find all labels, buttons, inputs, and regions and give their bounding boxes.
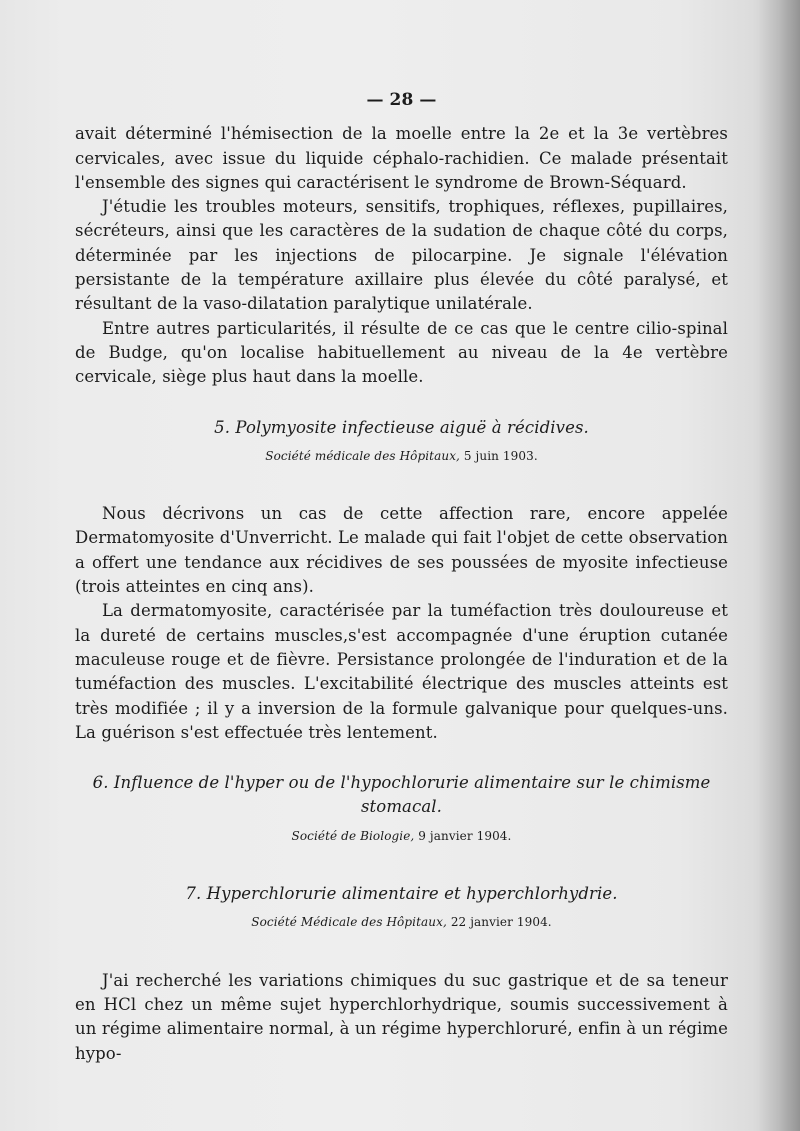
paragraph: avait déterminé l'hémisection de la moelle entre la 2e et la 3e vertèbres cervicales, avec issue du liquide céphalo-rachidien. Ce malade présentait l'ensemble des signes qui caractérisent le syndrome de Brown-Séquard. (75, 124, 728, 192)
paragraph: J'ai recherché les variations chimiques du suc gastrique et de sa teneur en HCl chez un même sujet hyperchlorhydrique, soumis successivement à un régime alimentaire normal, à un régime hyperchloruré, enfin à un régime hypo- (75, 970, 728, 1063)
paragraph: Entre autres particularités, il résulte de ce cas que le centre cilio-spinal de Budge, qu'on localise habituellement au niveau de la 4e vertèbre cervicale, siège plus haut dans la moelle. (75, 318, 728, 387)
section-6-title: 6. Influence de l'hyper ou de l'hypochlorurie alimentaire sur le chimisme stomacal. (92, 773, 711, 817)
paragraph: J'étudie les troubles moteurs, sensitifs, trophiques, réflexes, pupillaires, sécréteurs, ainsi que les caractères de la sudation de chaque côté du corps, déterminée par les injections de pilocarpine. Je signale l'élévation persistante de la température axillaire plus élevée du côté paralysé, et résultant de la vaso-dilatation paralytique unilatérale. (75, 197, 728, 314)
section-5-date: 5 juin 1903. (463, 448, 538, 463)
page-spine-shadow (758, 0, 800, 1131)
paragraph: La dermatomyosite, caractérisée par la tuméfaction très douloureuse et la dureté de certains muscles,s'est accompagnée d'une éruption cutanée maculeuse rouge et de fièvre. Persistance prolongée de l'induration et de la tuméfaction des muscles. L'excitabilité électrique des muscles atteints est très modifiée ; il y a inversion de la formule galvanique pour quelques-uns. La guérison s'est effectuée très lentement. (75, 601, 728, 742)
page-content (75, 88, 728, 1066)
section-5-title: 5. Polymyosite infectieuse aiguë à récidives. (214, 417, 589, 437)
section-6-source (75, 824, 728, 848)
section-5-source (75, 444, 728, 468)
section-7-source-name: Société Médicale des Hôpitaux, (251, 915, 447, 930)
section-7-source (75, 910, 728, 934)
paragraph: Nous décrivons un cas de cette affection rare, encore appelée Dermatomyosite d'Unverricht. Le malade qui fait l'objet de cette observation a offert une tendance aux récidives de ses poussées de myosite infectieuse (trois atteintes en cinq ans). (75, 504, 728, 597)
section-7-title: 7. Hyperchlorurie alimentaire et hyperchlorhydrie. (185, 884, 618, 904)
section-6-date: 9 janvier 1904. (418, 828, 512, 843)
page-number: — 28 — (366, 90, 437, 110)
section-7-date: 22 janvier 1904. (450, 915, 552, 930)
section-6-source-name: Société de Biologie, (291, 828, 415, 843)
section-5-source-name: Société médicale des Hôpitaux, (265, 448, 460, 463)
